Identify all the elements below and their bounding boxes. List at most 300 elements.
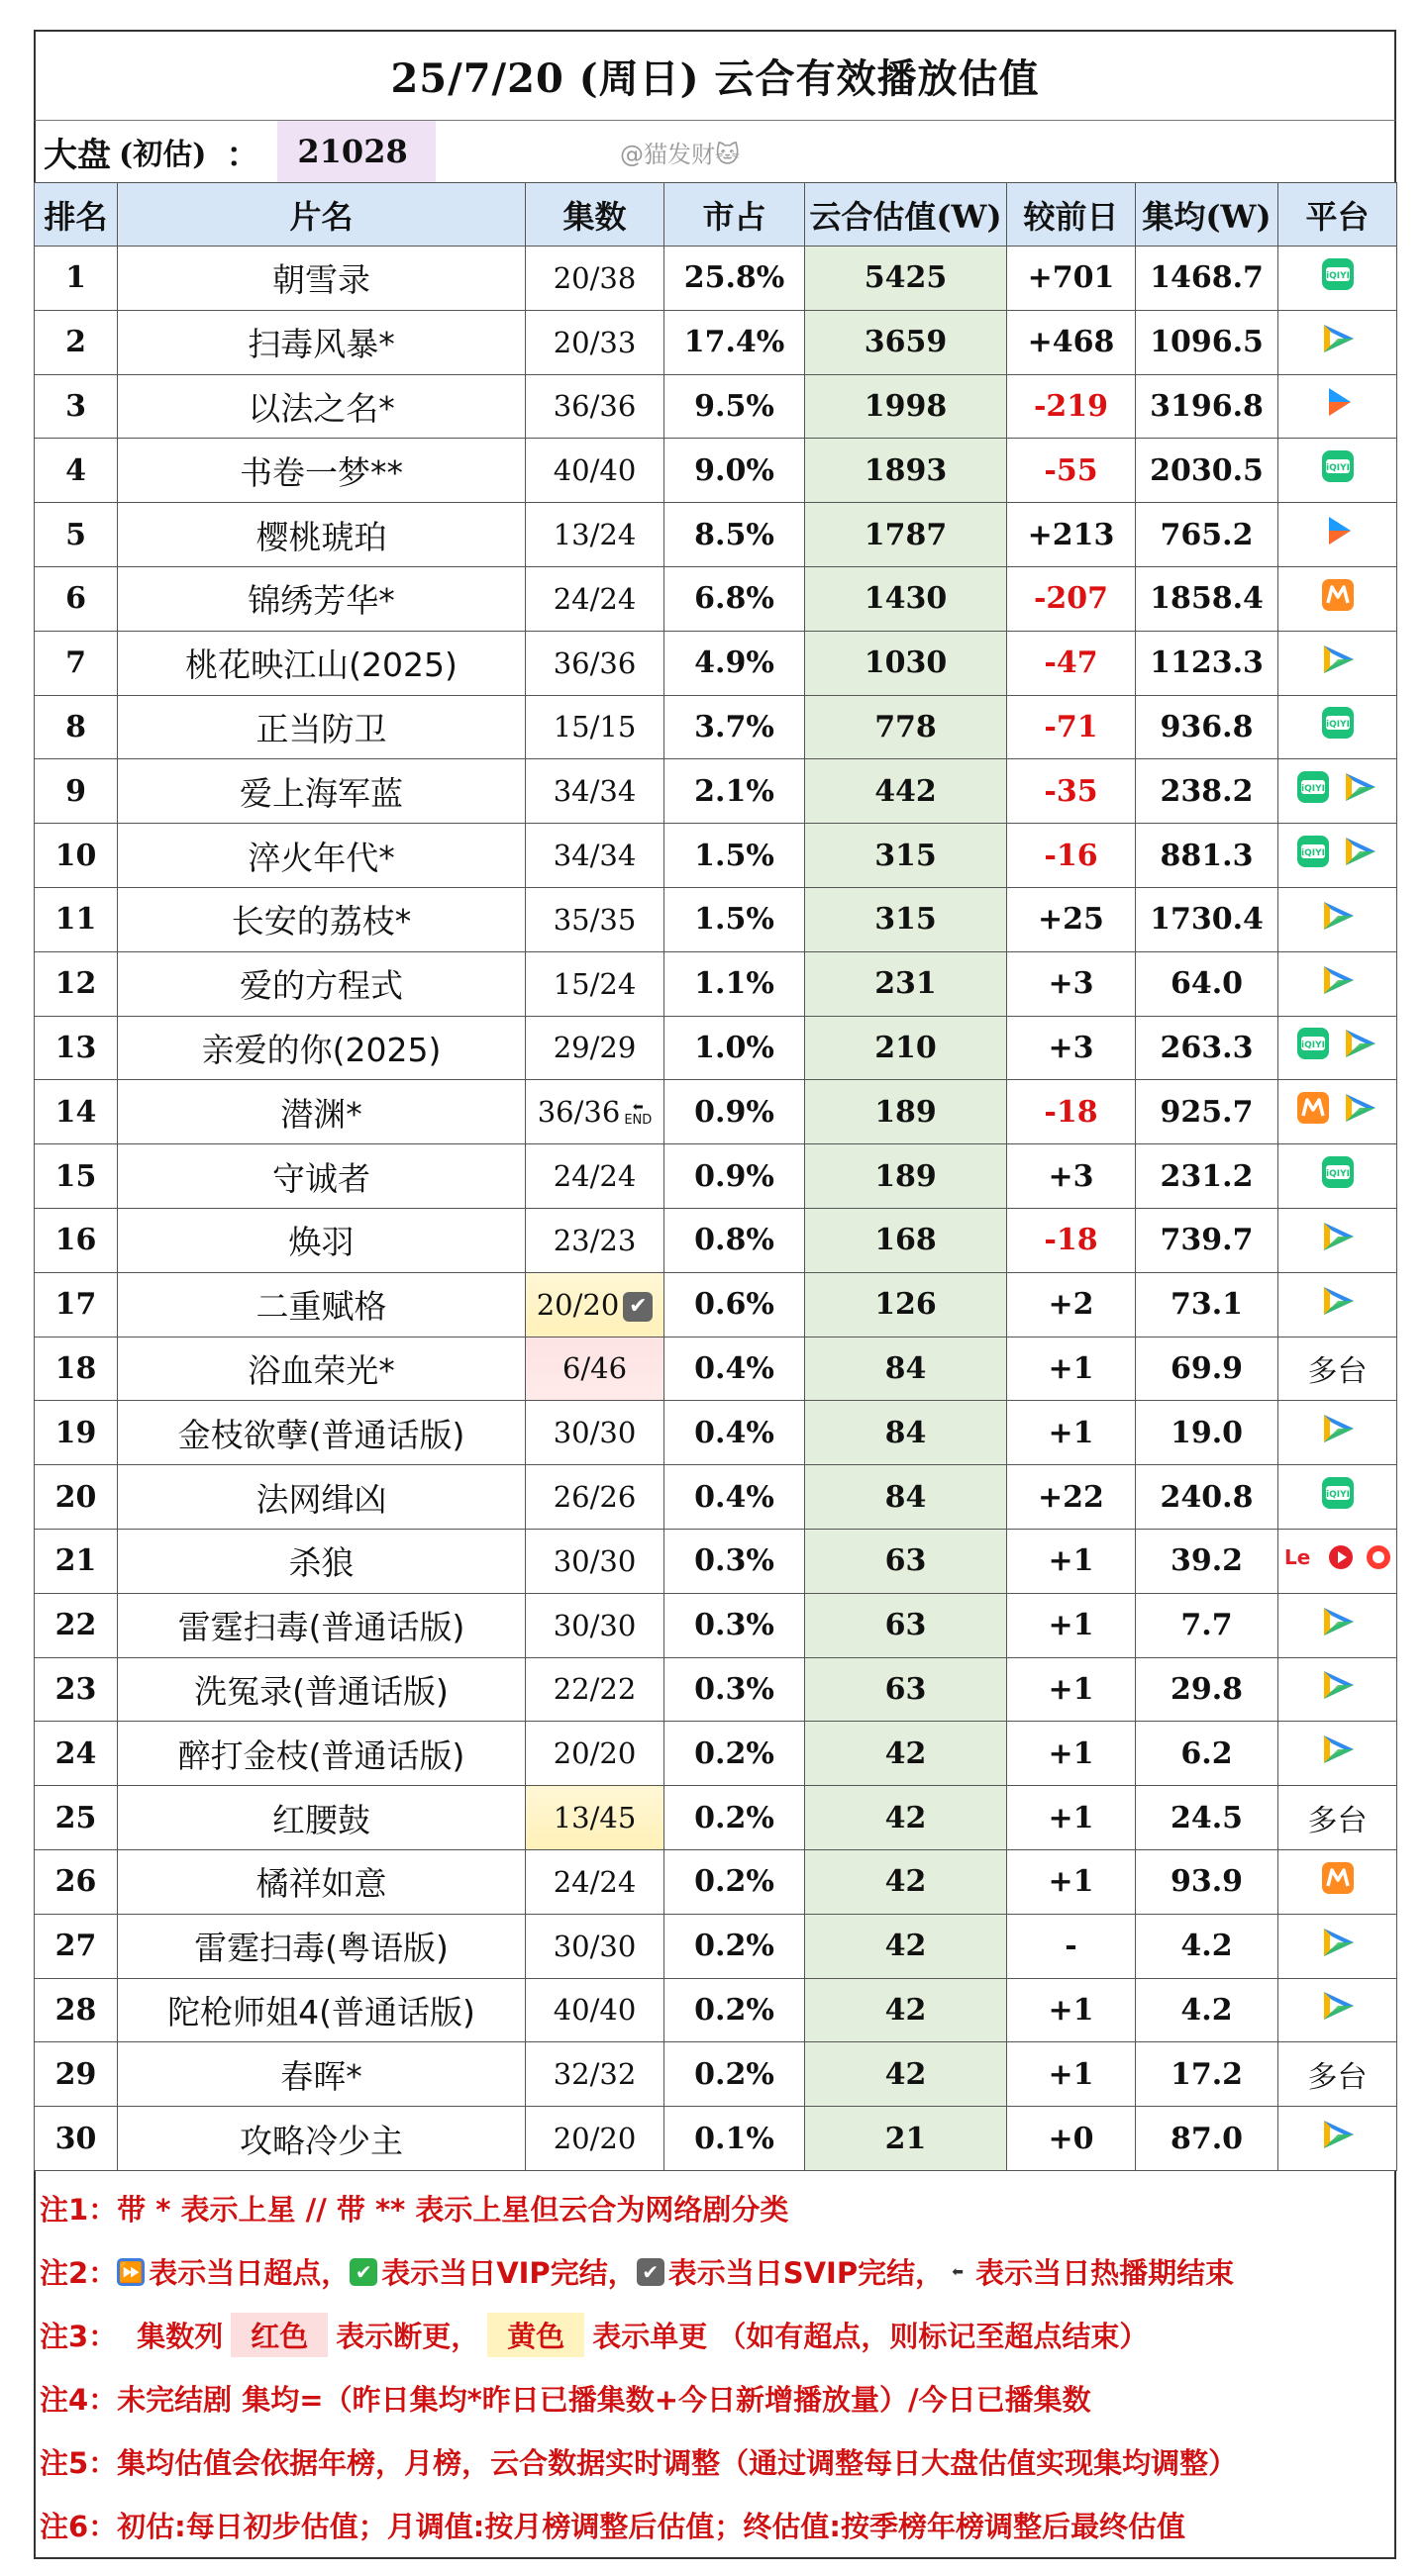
cell-share: 1.1%	[664, 951, 805, 1016]
summary-row	[34, 121, 1396, 182]
cell-average: 19.0	[1136, 1401, 1278, 1465]
note-2-peak: 表示当日超点，	[149, 2256, 351, 2291]
cell-episodes	[526, 759, 664, 824]
episodes-text: 20/20	[536, 1287, 620, 1322]
cell-platform	[1278, 695, 1397, 759]
tencent-video-icon	[1318, 1668, 1358, 1710]
cell-rank: 14	[35, 1080, 118, 1144]
cell-platform	[1278, 1208, 1397, 1272]
cell-platform	[1278, 1401, 1397, 1465]
table-row	[35, 374, 1397, 439]
cell-share: 0.6%	[664, 1272, 805, 1337]
note-2-label: 注2：	[40, 2256, 118, 2291]
cell-name: 长安的荔枝*	[118, 887, 526, 951]
table-row	[35, 1914, 1397, 1978]
iqiyi-icon	[1321, 1155, 1355, 1197]
cell-average: 240.8	[1136, 1465, 1278, 1530]
cell-platform	[1278, 951, 1397, 1016]
ratings-table	[34, 182, 1397, 2171]
episodes-text: 40/40	[553, 1993, 637, 2028]
cell-episodes	[526, 566, 664, 631]
cell-diff: +3	[1007, 1144, 1136, 1209]
cell-name: 爱的方程式	[118, 951, 526, 1016]
ratings-sheet	[34, 30, 1396, 2559]
cell-platform	[1278, 1529, 1397, 1593]
table-row	[35, 1849, 1397, 1914]
episodes-text: 30/30	[553, 1608, 637, 1642]
episodes-text: 34/34	[553, 774, 637, 809]
svg-text:iQIYI: iQIYI	[1325, 720, 1350, 731]
cell-platform	[1278, 1337, 1397, 1401]
cell-estimate: 84	[805, 1401, 1007, 1465]
cell-estimate: 210	[805, 1016, 1007, 1080]
cell-average: 73.1	[1136, 1272, 1278, 1337]
iqiyi-icon	[1296, 770, 1330, 812]
cell-platform	[1278, 310, 1397, 374]
header-rank: 排名	[35, 183, 118, 247]
cell-diff: +468	[1007, 310, 1136, 374]
cell-episodes	[526, 887, 664, 951]
note-3-single: 表示单更 （如有超点，则标记至超点结束）	[592, 2320, 1149, 2354]
cell-episodes	[526, 2107, 664, 2171]
cell-rank: 22	[35, 1593, 118, 1657]
header-average: 集均(W)	[1136, 183, 1278, 247]
cell-share: 3.7%	[664, 695, 805, 759]
cell-rank: 13	[35, 1016, 118, 1080]
header-estimate: 云合估值(W)	[805, 183, 1007, 247]
cell-diff: +0	[1007, 2107, 1136, 2171]
platform-text: 多台	[1307, 1354, 1368, 1390]
table-row	[35, 1978, 1397, 2042]
cell-estimate: 189	[805, 1080, 1007, 1144]
iqiyi-icon	[1321, 449, 1355, 491]
cell-average: 739.7	[1136, 1208, 1278, 1272]
cell-average: 1096.5	[1136, 310, 1278, 374]
note-4: 注4：未完结剧 集均=（昨日集均*昨日已播集数+今日新增播放量）/今日已播集数	[40, 2383, 1091, 2418]
tencent-video-icon	[1318, 2118, 1358, 2159]
svg-text:iQIYI: iQIYI	[1300, 1040, 1325, 1051]
cell-name: 锦绣芳华*	[118, 566, 526, 631]
cell-estimate: 315	[805, 887, 1007, 951]
table-row	[35, 824, 1397, 888]
episodes-text: 23/23	[553, 1223, 637, 1257]
cell-average: 1123.3	[1136, 631, 1278, 695]
cell-estimate: 1893	[805, 439, 1007, 503]
cell-estimate: 42	[805, 1978, 1007, 2042]
cell-share: 4.9%	[664, 631, 805, 695]
episodes-text: 35/35	[553, 902, 637, 937]
iqiyi-icon	[1321, 706, 1355, 747]
cell-share: 0.1%	[664, 2107, 805, 2171]
platform-text: 多台	[1307, 1804, 1368, 1839]
episodes-text: 36/36	[537, 1095, 621, 1130]
table-row	[35, 887, 1397, 951]
episodes-text: 36/36	[553, 389, 637, 424]
cell-diff: -	[1007, 1914, 1136, 1978]
cell-diff: +1	[1007, 2042, 1136, 2107]
note-2-end: 表示当日热播期结束	[975, 2256, 1235, 2291]
cell-estimate: 42	[805, 1722, 1007, 1786]
cell-diff: -18	[1007, 1208, 1136, 1272]
table-row	[35, 2107, 1397, 2171]
cell-estimate: 3659	[805, 310, 1007, 374]
letv-icon	[1283, 1542, 1317, 1580]
tencent-video-icon	[1340, 835, 1379, 876]
cell-share: 0.4%	[664, 1337, 805, 1401]
cell-average: 87.0	[1136, 2107, 1278, 2171]
cell-diff: -16	[1007, 824, 1136, 888]
episodes-text: 15/15	[553, 710, 637, 744]
cell-share: 0.9%	[664, 1144, 805, 1209]
cell-share: 1.5%	[664, 824, 805, 888]
cell-rank: 9	[35, 759, 118, 824]
cell-platform	[1278, 1849, 1397, 1914]
cell-episodes	[526, 374, 664, 439]
cell-diff: +3	[1007, 951, 1136, 1016]
cell-diff: +22	[1007, 1465, 1136, 1530]
iqiyi-icon	[1296, 835, 1330, 876]
cell-average: 6.2	[1136, 1722, 1278, 1786]
cell-rank: 30	[35, 2107, 118, 2171]
cell-rank: 11	[35, 887, 118, 951]
cell-average: 39.2	[1136, 1529, 1278, 1593]
note-1: 注1：带 * 表示上星 // 带 ** 表示上星但云合为网络剧分类	[40, 2193, 789, 2228]
cell-estimate: 442	[805, 759, 1007, 824]
cell-rank: 16	[35, 1208, 118, 1272]
iqiyi-icon	[1321, 1476, 1355, 1518]
cell-name: 书卷一梦**	[118, 439, 526, 503]
cell-episodes	[526, 951, 664, 1016]
cell-episodes	[526, 695, 664, 759]
cell-episodes	[526, 1722, 664, 1786]
cell-average: 231.2	[1136, 1144, 1278, 1209]
note-3	[36, 2304, 1394, 2367]
note-2-vip: 表示当日VIP完结，	[381, 2256, 637, 2291]
tencent-video-icon	[1318, 1926, 1358, 1967]
cell-diff: +25	[1007, 887, 1136, 951]
table-row	[35, 1016, 1397, 1080]
cell-platform	[1278, 1914, 1397, 1978]
svg-text:iQIYI: iQIYI	[1300, 848, 1325, 859]
platform-text: 多台	[1307, 2060, 1368, 2096]
cell-estimate: 1998	[805, 374, 1007, 439]
cell-share: 0.2%	[664, 1786, 805, 1850]
svg-text:Le: Le	[1283, 1544, 1310, 1569]
episodes-text: 20/33	[553, 325, 637, 359]
episodes-text: 13/24	[553, 518, 637, 552]
episodes-text: 30/30	[553, 1929, 637, 1963]
cell-platform	[1278, 1786, 1397, 1850]
cell-episodes	[526, 247, 664, 311]
header-name: 片名	[118, 183, 526, 247]
cell-estimate: 42	[805, 1849, 1007, 1914]
cell-episodes	[526, 1337, 664, 1401]
cell-rank: 24	[35, 1722, 118, 1786]
tencent-video-icon	[1318, 1284, 1358, 1326]
episodes-text: 26/26	[553, 1480, 637, 1515]
header-share: 市占	[664, 183, 805, 247]
table-row	[35, 310, 1397, 374]
table-row	[35, 1786, 1397, 1850]
cell-rank: 26	[35, 1849, 118, 1914]
cell-average: 64.0	[1136, 951, 1278, 1016]
cell-estimate: 63	[805, 1593, 1007, 1657]
cell-name: 雷霆扫毒(粤语版)	[118, 1914, 526, 1978]
cell-episodes	[526, 631, 664, 695]
cell-estimate: 5425	[805, 247, 1007, 311]
cell-platform	[1278, 1016, 1397, 1080]
summary-colon: ：	[226, 135, 260, 175]
cell-name: 守诚者	[118, 1144, 526, 1209]
cell-share: 17.4%	[664, 310, 805, 374]
cell-platform	[1278, 1144, 1397, 1209]
cell-diff: +213	[1007, 503, 1136, 567]
cell-rank: 20	[35, 1465, 118, 1530]
header-diff: 较前日	[1007, 183, 1136, 247]
cell-diff: +2	[1007, 1272, 1136, 1337]
youku-icon	[1321, 514, 1355, 555]
cell-episodes	[526, 824, 664, 888]
cell-name: 淬火年代*	[118, 824, 526, 888]
mango-tv-icon	[1321, 578, 1355, 620]
cell-estimate: 231	[805, 951, 1007, 1016]
cell-rank: 4	[35, 439, 118, 503]
table-row	[35, 2042, 1397, 2107]
cell-episodes	[526, 503, 664, 567]
cell-share: 0.2%	[664, 1849, 805, 1914]
table-row	[35, 1722, 1397, 1786]
cell-platform	[1278, 1593, 1397, 1657]
cell-name: 以法之名*	[118, 374, 526, 439]
cell-average: 1468.7	[1136, 247, 1278, 311]
table-row	[35, 1465, 1397, 1530]
cell-share: 0.4%	[664, 1465, 805, 1530]
cell-platform	[1278, 1657, 1397, 1722]
cell-diff: +1	[1007, 1593, 1136, 1657]
cell-estimate: 126	[805, 1272, 1007, 1337]
cell-share: 8.5%	[664, 503, 805, 567]
cell-average: 2030.5	[1136, 439, 1278, 503]
cell-name: 春晖*	[118, 2042, 526, 2107]
tencent-video-icon	[1318, 1220, 1358, 1261]
end-marker-icon: ⬅ END	[624, 1100, 653, 1129]
cell-average: 17.2	[1136, 2042, 1278, 2107]
cell-share: 0.2%	[664, 1914, 805, 1978]
note-3-yellow: 黄色	[487, 2313, 584, 2357]
cell-share: 0.2%	[664, 2042, 805, 2107]
table-row	[35, 1337, 1397, 1401]
tencent-video-icon	[1318, 963, 1358, 1005]
cell-rank: 25	[35, 1786, 118, 1850]
cell-episodes	[526, 2042, 664, 2107]
cell-share: 0.9%	[664, 1080, 805, 1144]
table-row	[35, 1272, 1397, 1337]
episodes-text: 32/32	[553, 2057, 637, 2092]
page-title: 25/7/20 (周日) 云合有效播放估值	[34, 30, 1396, 121]
note-3-label: 注3：	[40, 2320, 118, 2354]
cell-average: 1730.4	[1136, 887, 1278, 951]
cell-platform	[1278, 1978, 1397, 2042]
table-row	[35, 1401, 1397, 1465]
watermark: @猫发财🐱	[620, 141, 741, 168]
cell-name: 樱桃琥珀	[118, 503, 526, 567]
cell-name: 杀狼	[118, 1529, 526, 1593]
svg-text:iQIYI: iQIYI	[1300, 784, 1325, 795]
cell-share: 9.5%	[664, 374, 805, 439]
cell-episodes	[526, 1465, 664, 1530]
cell-name: 法网缉凶	[118, 1465, 526, 1530]
cell-average: 93.9	[1136, 1849, 1278, 1914]
cell-average: 765.2	[1136, 503, 1278, 567]
gray-check-icon: ✔	[637, 2258, 664, 2286]
cell-share: 0.3%	[664, 1657, 805, 1722]
cell-platform	[1278, 2042, 1397, 2107]
mango-tv-icon	[1296, 1091, 1330, 1133]
tencent-video-icon	[1340, 1027, 1379, 1068]
episodes-text: 30/30	[553, 1416, 637, 1450]
cell-estimate: 63	[805, 1529, 1007, 1593]
cell-rank: 10	[35, 824, 118, 888]
episodes-text: 6/46	[561, 1351, 628, 1386]
cell-diff: +1	[1007, 1978, 1136, 2042]
episodes-text: 36/36	[553, 645, 637, 680]
summary-value: 21028	[277, 121, 435, 182]
cell-diff: +3	[1007, 1016, 1136, 1080]
cell-estimate: 84	[805, 1337, 1007, 1401]
cell-name: 桃花映江山(2025)	[118, 631, 526, 695]
episodes-text: 13/45	[553, 1801, 637, 1835]
cell-diff: +1	[1007, 1529, 1136, 1593]
cell-platform	[1278, 1722, 1397, 1786]
cell-share: 0.4%	[664, 1401, 805, 1465]
cell-name: 潜渊*	[118, 1080, 526, 1144]
cell-average: 3196.8	[1136, 374, 1278, 439]
table-row	[35, 1144, 1397, 1209]
summary-label: 大盘	[44, 135, 111, 175]
tencent-video-icon	[1318, 899, 1358, 941]
cell-estimate: 315	[805, 824, 1007, 888]
iqiyi-icon	[1321, 257, 1355, 299]
cell-platform	[1278, 759, 1397, 824]
tencent-video-icon	[1340, 770, 1379, 812]
cell-platform	[1278, 566, 1397, 631]
cell-diff: -47	[1007, 631, 1136, 695]
cell-rank: 27	[35, 1914, 118, 1978]
cell-rank: 17	[35, 1272, 118, 1337]
cell-name: 雷霆扫毒(普通话版)	[118, 1593, 526, 1657]
tencent-video-icon	[1318, 1605, 1358, 1646]
cell-episodes	[526, 1272, 664, 1337]
cell-episodes	[526, 1016, 664, 1080]
episodes-text: 20/20	[553, 1736, 637, 1771]
cell-average: 881.3	[1136, 824, 1278, 888]
cell-name: 橘祥如意	[118, 1849, 526, 1914]
play-circle-icon	[1327, 1543, 1355, 1579]
cell-estimate: 21	[805, 2107, 1007, 2171]
cell-rank: 18	[35, 1337, 118, 1401]
cell-platform	[1278, 374, 1397, 439]
cell-share: 25.8%	[664, 247, 805, 311]
cell-platform	[1278, 1465, 1397, 1530]
cell-share: 0.2%	[664, 1722, 805, 1786]
cell-name: 朝雪录	[118, 247, 526, 311]
cell-episodes	[526, 1529, 664, 1593]
cell-diff: +701	[1007, 247, 1136, 311]
youku-icon	[1321, 385, 1355, 427]
cell-estimate: 189	[805, 1144, 1007, 1209]
episodes-text: 24/24	[553, 1159, 637, 1194]
table-row	[35, 1080, 1397, 1144]
episodes-text: 24/24	[553, 581, 637, 616]
cell-episodes	[526, 1144, 664, 1209]
cell-platform	[1278, 439, 1397, 503]
table-row	[35, 1657, 1397, 1722]
table-row	[35, 951, 1397, 1016]
cell-diff: -207	[1007, 566, 1136, 631]
episodes-text: 20/20	[553, 2122, 637, 2155]
end-arrow-icon: ⬅︎	[952, 2263, 964, 2280]
cell-estimate: 42	[805, 2042, 1007, 2107]
cell-name: 正当防卫	[118, 695, 526, 759]
note-5: 注5：集均估值会依据年榜，月榜，云合数据实时调整（通过调整每日大盘估值实现集均调整）	[40, 2446, 1238, 2481]
cell-name: 扫毒风暴*	[118, 310, 526, 374]
cell-estimate: 1030	[805, 631, 1007, 695]
red-circle-icon	[1365, 1543, 1392, 1579]
tencent-video-icon	[1318, 643, 1358, 684]
cell-average: 238.2	[1136, 759, 1278, 824]
cell-estimate: 42	[805, 1914, 1007, 1978]
cell-rank: 21	[35, 1529, 118, 1593]
cell-diff: +1	[1007, 1337, 1136, 1401]
svg-text:iQIYI: iQIYI	[1325, 463, 1350, 474]
cell-name: 红腰鼓	[118, 1786, 526, 1850]
table-row	[35, 631, 1397, 695]
table-row	[35, 1208, 1397, 1272]
cell-rank: 2	[35, 310, 118, 374]
cell-average: 7.7	[1136, 1593, 1278, 1657]
cell-rank: 8	[35, 695, 118, 759]
episodes-text: 29/29	[553, 1031, 637, 1065]
cell-rank: 1	[35, 247, 118, 311]
table-row	[35, 503, 1397, 567]
table-row	[35, 247, 1397, 311]
table-row	[35, 439, 1397, 503]
table-row	[35, 759, 1397, 824]
cell-rank: 7	[35, 631, 118, 695]
cell-episodes	[526, 1208, 664, 1272]
cell-rank: 3	[35, 374, 118, 439]
episodes-text: 30/30	[553, 1543, 637, 1578]
cell-name: 金枝欲孽(普通话版)	[118, 1401, 526, 1465]
cell-diff: -18	[1007, 1080, 1136, 1144]
cell-name: 亲爱的你(2025)	[118, 1016, 526, 1080]
cell-rank: 15	[35, 1144, 118, 1209]
cell-platform	[1278, 1080, 1397, 1144]
cell-episodes	[526, 310, 664, 374]
cell-estimate: 778	[805, 695, 1007, 759]
cell-share: 1.5%	[664, 887, 805, 951]
cell-episodes	[526, 1849, 664, 1914]
table-body	[35, 247, 1397, 2171]
cell-platform	[1278, 2107, 1397, 2171]
episodes-text: 15/24	[553, 966, 637, 1001]
notes-section	[34, 2171, 1396, 2559]
iqiyi-icon	[1296, 1027, 1330, 1068]
table-row	[35, 695, 1397, 759]
table-row	[35, 1529, 1397, 1593]
cell-platform	[1278, 503, 1397, 567]
table-header-row	[35, 183, 1397, 247]
